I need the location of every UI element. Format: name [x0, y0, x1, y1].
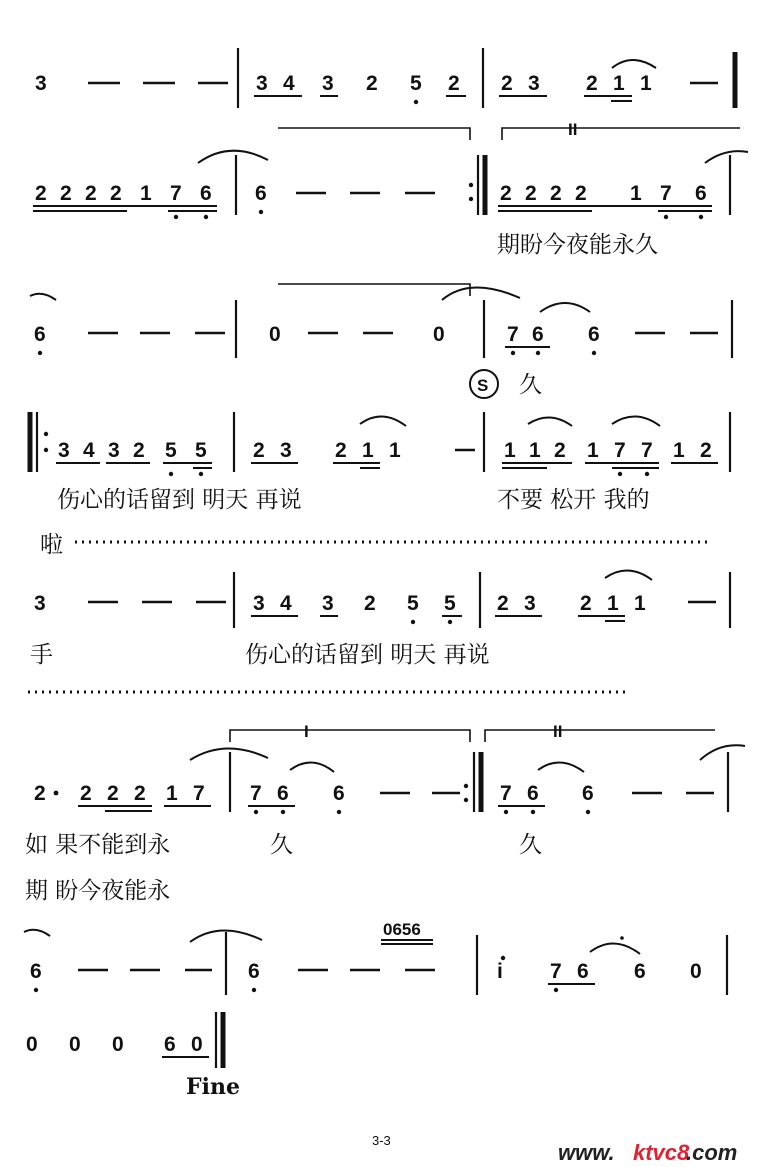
- lyric-line: 不要 松开 我的: [497, 487, 650, 513]
- note: 5: [195, 439, 207, 462]
- note: 0: [26, 1033, 38, 1056]
- segno-glyph: S: [477, 376, 489, 395]
- lyric-line: 手: [30, 642, 53, 668]
- fine-marking: Fine: [186, 1074, 240, 1100]
- volta-label: II: [553, 722, 563, 741]
- note: 2: [253, 439, 265, 462]
- score-row-5: [28, 570, 730, 692]
- note: 2: [335, 439, 347, 462]
- note: 0: [191, 1033, 203, 1056]
- note: 0: [690, 960, 702, 983]
- note: 2: [134, 782, 146, 805]
- note: 2: [35, 182, 47, 205]
- note: 6: [255, 182, 267, 205]
- note: 4: [283, 72, 295, 95]
- note: 6: [248, 960, 260, 983]
- note: 5: [165, 439, 177, 462]
- note: 6: [34, 323, 46, 346]
- volta-bracket-1: [230, 730, 470, 742]
- lyric-line: 伤心的话留到 明天 再说: [57, 487, 302, 513]
- volta-bracket-2: [485, 730, 715, 742]
- note: 2: [500, 182, 512, 205]
- note: 6: [577, 960, 589, 983]
- note: 0: [112, 1033, 124, 1056]
- note: 6: [277, 782, 289, 805]
- note: 1: [607, 592, 619, 615]
- note: 7: [641, 439, 653, 462]
- note: 4: [83, 439, 95, 462]
- volta-label: II: [568, 120, 578, 139]
- score-row-6: [25, 745, 745, 904]
- note: 1: [673, 439, 685, 462]
- note: 2: [364, 592, 376, 615]
- note: 6: [582, 782, 594, 805]
- note: 7: [193, 782, 205, 805]
- note: 2: [448, 72, 460, 95]
- note: 7: [250, 782, 262, 805]
- watermark-part: www.: [558, 1140, 615, 1165]
- note: 4: [280, 592, 292, 615]
- lyric-line: 期盼今夜能永久: [497, 232, 658, 258]
- grace-notes: 0656: [383, 920, 421, 939]
- segno-sign: [470, 370, 498, 398]
- note: 1: [389, 439, 401, 462]
- note: 2: [554, 439, 566, 462]
- note: 0: [433, 323, 445, 346]
- tie-bracket: [278, 284, 470, 296]
- score-row-7: [24, 920, 727, 995]
- note: 2: [501, 72, 513, 95]
- note: 2: [366, 72, 378, 95]
- note: 3: [528, 72, 540, 95]
- note: 7: [614, 439, 626, 462]
- score-row-4: [30, 412, 730, 558]
- note: 5: [410, 72, 422, 95]
- note: 2: [550, 182, 562, 205]
- note: 1: [504, 439, 516, 462]
- page-number: 3-3: [372, 1133, 391, 1148]
- watermark-part: ktvc8: [633, 1140, 690, 1165]
- watermark-part: .com: [686, 1140, 738, 1165]
- note: 1: [613, 72, 625, 95]
- note: 0: [269, 323, 281, 346]
- note: 6: [588, 323, 600, 346]
- note: 1: [362, 439, 374, 462]
- lyric-line: 久: [270, 832, 293, 858]
- score-row-1: [35, 48, 735, 108]
- score-row-8: [26, 1012, 240, 1100]
- volta-bracket-2: [502, 128, 740, 140]
- score-row-2: [33, 151, 748, 258]
- note: 2: [575, 182, 587, 205]
- score-row-3: [30, 287, 732, 398]
- note: 2: [133, 439, 145, 462]
- note: 3: [35, 72, 47, 95]
- note: 2: [580, 592, 592, 615]
- note: 0: [69, 1033, 81, 1056]
- note: 7: [170, 182, 182, 205]
- note: 1: [640, 72, 652, 95]
- note: 2: [110, 182, 122, 205]
- watermark-logo: [558, 1140, 737, 1165]
- note: 2: [586, 72, 598, 95]
- lyric-line: 如 果不能到永: [25, 832, 171, 858]
- note: 3: [58, 439, 70, 462]
- note: 6: [634, 960, 646, 983]
- note: 7: [507, 323, 519, 346]
- lyric-line: 久: [519, 372, 542, 398]
- lyric-line: 伤心的话留到 明天 再说: [245, 642, 490, 668]
- volta-bracket-1: [278, 128, 470, 140]
- lyric-line: 啦: [40, 532, 63, 558]
- note: 3: [280, 439, 292, 462]
- note: 1: [166, 782, 178, 805]
- note: 1: [634, 592, 646, 615]
- note: 2: [60, 182, 72, 205]
- note: 6: [200, 182, 212, 205]
- note: 2: [700, 439, 712, 462]
- note: 2: [80, 782, 92, 805]
- lyric-line: 期 盼今夜能永: [25, 878, 171, 904]
- note: 7: [660, 182, 672, 205]
- note: 3: [524, 592, 536, 615]
- note: 7: [550, 960, 562, 983]
- note: 6: [695, 182, 707, 205]
- volta-label: I: [304, 722, 309, 741]
- note: 3: [108, 439, 120, 462]
- note: 1: [140, 182, 152, 205]
- note: 3: [256, 72, 268, 95]
- note: 2: [525, 182, 537, 205]
- note: 7: [500, 782, 512, 805]
- note: 6: [30, 960, 42, 983]
- note: 2: [107, 782, 119, 805]
- note: 6: [164, 1033, 176, 1056]
- note: 2: [85, 182, 97, 205]
- note: 5: [444, 592, 456, 615]
- note: 5: [407, 592, 419, 615]
- note: 2: [497, 592, 509, 615]
- lyric-line: 久: [519, 832, 542, 858]
- note: 6: [333, 782, 345, 805]
- note: 1: [587, 439, 599, 462]
- note: 6: [532, 323, 544, 346]
- note: 3: [322, 72, 334, 95]
- note: 1: [529, 439, 541, 462]
- note: 2: [34, 782, 46, 805]
- note: 6: [527, 782, 539, 805]
- note: 1: [630, 182, 642, 205]
- note: 3: [34, 592, 46, 615]
- note: 3: [253, 592, 265, 615]
- note: i: [497, 960, 503, 983]
- note: 3: [322, 592, 334, 615]
